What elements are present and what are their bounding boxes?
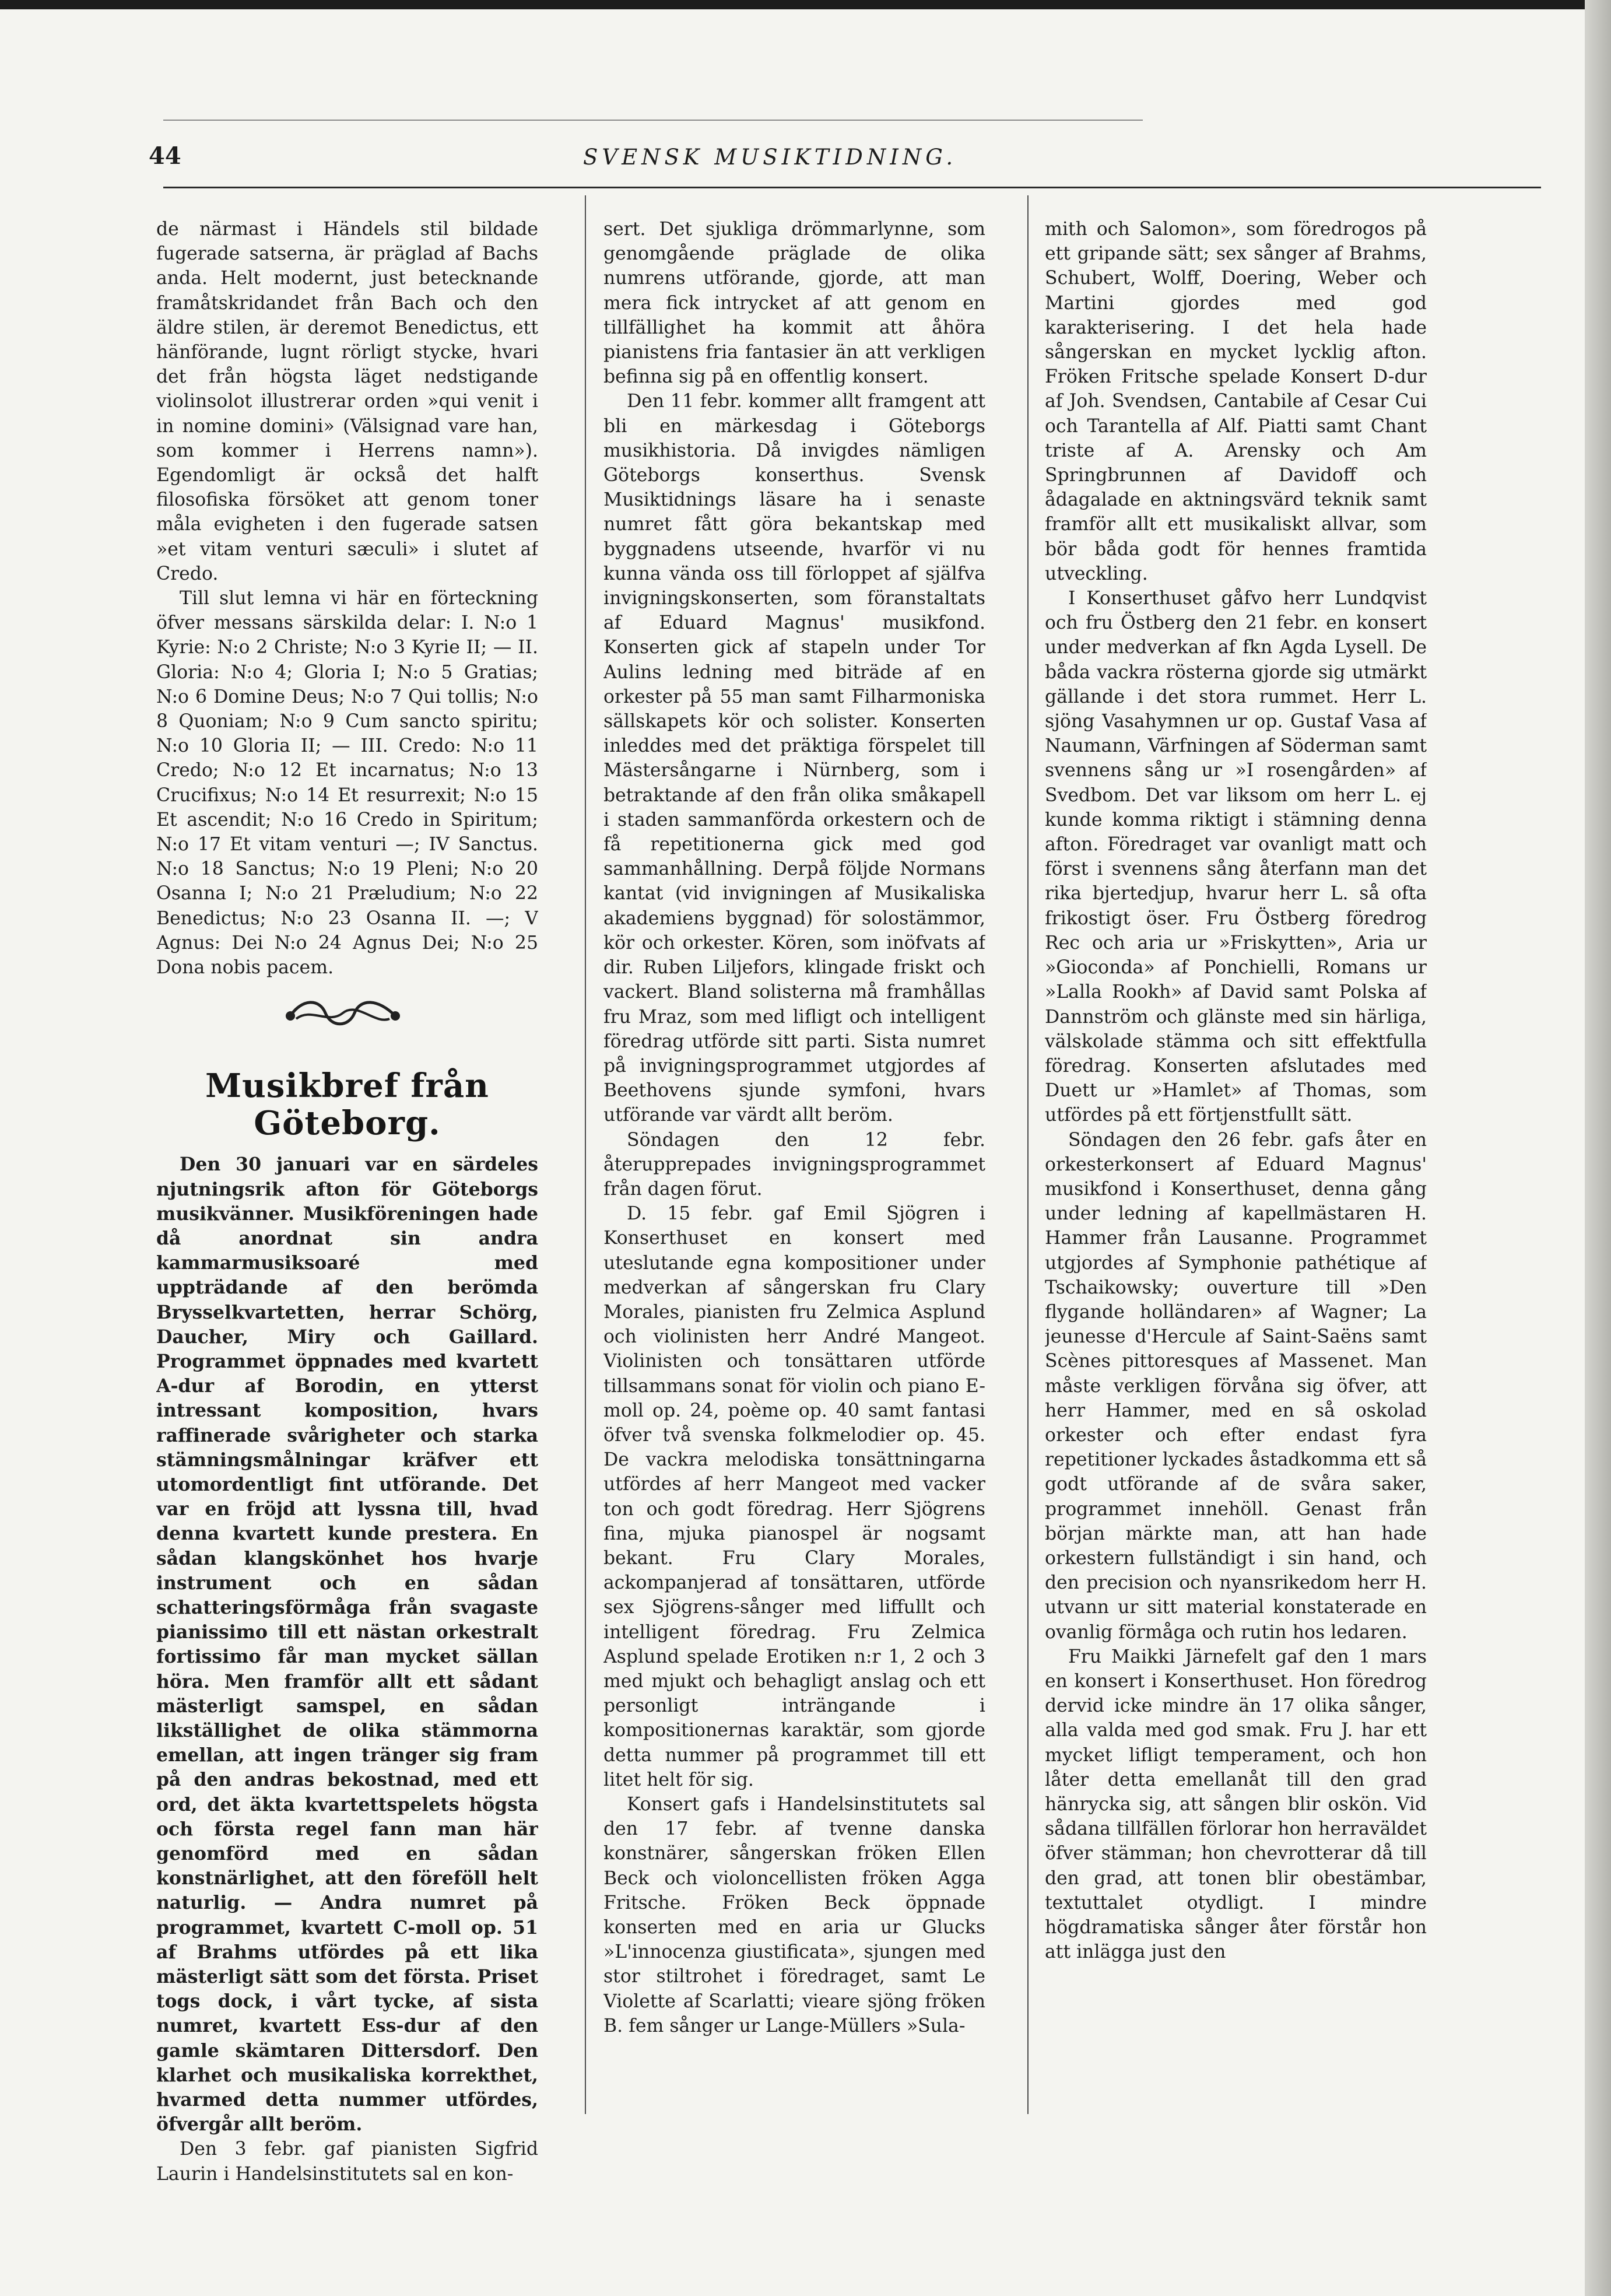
column-divider-2 [1027,195,1029,2114]
paragraph: Den 30 januari var en särdeles njutningsrik afton för Göteborgs musikvänner. Musikföreningen hade då anordnat sin andra kammarmusiksoaré med uppträdande af den berömda Brysselkvartetten, herrar Schörg, Daucher, Miry och Gaillard. Programmet öppnades med kvartett A-dur af Borodin, en ytterst intressant komposition, hvars raffinerade svårigheter och starka stämningsmålningar kräfver ett utomordentligt fint utförande. Det var en fröjd att lyssna till, hvad denna kvartett kunde prestera. En sådan klangskönhet hos hvarje instrument och en sådan schatteringsförmåga från svagaste pianissimo till ett nästan orkestralt fortissimo får man mycket sällan höra. Men framför allt ett sådant mästerligt samspel, en sådan likställighet de olika stämmorna emellan, att ingen tränger sig fram på den andras bekostnad, med ett ord, det äkta kvartettspelets högsta och första regel fann man här genomförd med en sådan konstnärlighet, att den föreföll helt naturlig. — Andra numret på programmet, kvartett C-moll op. 51 af Brahms utfördes på ett lika mästerligt sätt som det första. Priset togs dock, i vårt tycke, af sista numret, kvartett Ess-dur af den gamle skämtaren Dittersdorf. Den klarhet och musikaliska korrekthet, hvarmed detta nummer utfördes, öfvergår allt beröm. [156,1154,538,2136]
paragraph: Söndagen den 26 febr. gafs åter en orkesterkonsert af Eduard Magnus' musikfond i Konserthuset, denna gång under ledning af kapellmästaren H. Hammer från Lausanne. Programmet utgjordes af Symphonie pathétique af Tschaikowsky; ouverture till »Den flygande holländaren» af Wagner; La jeunesse d'Hercule af Saint-Saëns samt Scènes pittoresques af Massenet. Man måste verkligen förvåna sig öfver, att herr Hammer, med en så oskolad orkester och efter endast fyra repetitioner lyckades åstadkomma ett så godt utförande af de svåra saker, programmet innehöll. Genast från början märkte man, att han hade orkestern fullständigt i sin hand, och den precision och nyansrikedom herr H. utvann ur sitt material konstaterade en ovanlig förmåga och rutin hos ledaren. [1045,1129,1427,1643]
paragraph: Den 11 febr. kommer allt framgent att bli en märkesdag i Göteborgs musikhistoria. Då invigdes nämligen Göteborgs konserthus. Svensk Musiktidnings läsare ha i senaste numret fått göra bekantskap med byggnadens utseende, hvarför vi nu kunna vända oss till förloppet af själfva invigningskonserten, som föranstaltats af Eduard Magnus' musikfond. Konserten gick af stapeln under Tor Aulins ledning med biträde af en orkester på 55 man samt Filharmoniska sällskapets kör och solister. Konserten inleddes med det präktiga förspelet till Mästersångarne i Nürnberg, som i betraktande af den från olika småkapell i staden sammanförda orkestern och de få repetitionerna gick med god sammanhållning. Derpå följde Normans kantat (vid invigningen af Musikaliska akademiens byggnad) för solostämmor, kör och orkester. Kören, som inöfvats af dir. Ruben Liljefors, klingade friskt och vackert. Bland solisterna må framhållas fru Mraz, som med lifligt och intelligent föredrag utförde sitt parti. Sista numret på invigningsprogrammet utgjordes af Beethovens sjunde symfoni, hvars utförande var värdt allt beröm. [603,391,985,1126]
paragraph: Söndagen den 12 febr. återupprepades invigningsprogrammet från dagen förut. [603,1129,985,1200]
paragraph: D. 15 febr. gaf Emil Sjögren i Konserthuset en konsert med uteslutande egna kompositioner under medverkan af sångerskan fru Clary Morales, pianisten fru Zelmica Asplund och violinisten herr André Mangeot. Violinisten och tonsättaren utförde tillsammans sonat för violin och piano E-moll op. 24, poème op. 40 samt fantasi öfver två svenska folkmelodier op. 45. De vackra melodiska tonsättningarna utfördes af herr Mangeot med vacker ton och godt föredrag. Herr Sjögrens fina, mjuka pianospel är nogsamt bekant. Fru Clary Morales, ackompanjerad af tonsättaren, utförde sex Sjögrens-sånger med liffullt och intelligent föredrag. Fru Zelmica Asplund spelade Erotiken n:r 1, 2 och 3 med mjukt och behagligt anslag och ett personligt inträngande i kompositionernas karaktär, som gjorde detta nummer på programmet till ett litet helt för sig. [603,1203,985,1790]
paragraph: Fru Maikki Järnefelt gaf den 1 mars en konsert i Konserthuset. Hon föredrog dervid icke mindre än 17 olika sånger, alla valda med god smak. Fru J. har ett mycket lifligt temperament, och hon låter detta emellanåt till den grad hänrycka sig, att sången blir oskön. Vid sådana tillfällen förlorar hon herraväldet öfver stämman; hon chevrotterar då till den grad, att tonen blir obestämbar, textuttalet otydligt. I mindre högdramatiska sånger åter förstår hon att inlägga just den [1045,1646,1427,1963]
article-title: Musikbref från Göteborg. [205,1067,489,1143]
header-rule [163,187,1541,188]
scan-right-edge [1585,0,1611,2296]
column-3 [1045,217,1427,1964]
paragraph: Till slut lemna vi här en förteckning öfver messans särskilda delar: I. N:o 1 Kyrie: N:o 2 Christe; N:o 3 Kyrie II; — II. Gloria: N:o 4; Gloria I; N:o 5 Gratias; N:o 6 Domine Deus; N:o 7 Qui tollis; N:o 8 Quoniam; N:o 9 Cum sancto spiritu; N:o 10 Gloria II; — III. Credo: N:o 11 Credo; N:o 12 Et incarnatus; N:o 13 Crucifixus; N:o 14 Et resurrexit; N:o 15 Et ascendit; N:o 16 Credo in Spiritum; N:o 17 Et vitam venturi —; IV Sanctus. N:o 18 Sanctus; N:o 19 Pleni; N:o 20 Osanna I; N:o 21 Præludium; N:o 22 Benedictus; N:o 23 Osanna II. —; V Agnus: Dei N:o 24 Agnus Dei; N:o 25 Dona nobis pacem. [156,588,538,979]
top-rule [163,120,1143,121]
page-number: 44 [149,142,181,170]
paragraph: sert. Det sjukliga drömmarlynne, som genomgående präglade de olika numrens utförande, gjorde, att man mera fick intrycket af att genom en tillfällighet ha kommit att åhöra pianistens fria fantasier än att verkligen befinna sig på en offentlig konsert. [603,219,985,388]
paragraph: I Konserthuset gåfvo herr Lundqvist och fru Östberg den 21 febr. en konsert under medverkan af fkn Agda Lysell. De båda vackra rösterna gjorde sig utmärkt gällande i det stora rummet. Herr L. sjöng Vasahymnen ur op. Gustaf Vasa af Naumann, Värfningen af Söderman samt svennens sång ur »I rosengården» af Svedbom. Det var liksom om herr L. ej kunde komma riktigt i stämning denna afton. Föredraget var ovanligt matt och först i svennens sång återfann man det rika bjertedjup, hvarur herr L. så ofta frikostigt öser. Fru Östberg föredrog Rec och aria ur »Friskytten», Aria ur »Gioconda» af Ponchielli, Romans ur »Lalla Rookh» af David samt Polska af Dannström och glänste med sin härliga, välskolade stämma och sitt effektfulla föredrag. Konserten afslutades med Duett ur »Hamlet» af Thomas, som utfördes på ett förtjenstfullt sätt. [1045,588,1427,1126]
column-divider-1 [585,195,586,2114]
paragraph: Den 3 febr. gaf pianisten Sigfrid Laurin i Handelsinstitutets sal en kon- [156,2139,538,2185]
column-2 [603,217,985,2038]
ornament-icon [279,993,407,1033]
scan-top-edge [0,0,1611,9]
paragraph: Konsert gafs i Handelsinstitutets sal den 17 febr. af tvenne danska konstnärer, sångerskan fröken Ellen Beck och violoncellisten fröken Agga Fritsche. Fröken Beck öppnade konserten med en aria ur Glucks »L'innocenza giustificata», sjungen med stor stiltrohet i föredraget, samt Le Violette af Scarlatti; vieare sjöng fröken B. fem sånger ur Lange-Müllers »Sula- [603,1794,985,2036]
paragraph: de närmast i Händels stil bildade fugerade satserna, är präglad af Bachs anda. Helt modernt, just betecknande framåtskridandet från Bach och den äldre stilen, är deremot Benedictus, ett hänförande, lugnt rörligt stycke, hvari det från högsta läget nedstigande violinsolot illustrerar orden »qui venit i in nomine domini» (Välsignad vare han, som kommer i Herrens namn»). Egendomligt är också det halft filosofiska försöket att genom toner måla evigheten i den fugerade satsen »et vitam venturi sæculi» i slutet af Credo. [156,219,538,584]
column-1 [156,217,538,2186]
running-head: SVENSK MUSIKTIDNING. [583,145,957,170]
paragraph: mith och Salomon», som föredrogos på ett gripande sätt; sex sånger af Brahms, Schubert, Wolff, Doering, Weber och Martini gjordes med god karakterisering. I det hela hade sångerskan en mycket lycklig afton. Fröken Fritsche spelade Konsert D-dur af Joh. Svendsen, Cantabile af Cesar Cui och Tarantella af Alf. Piatti samt Chant triste af A. Arensky och Am Springbrunnen af Davidoff och ådagalade en aktningsvärd teknik samt framför allt ett musikaliskt allvar, som bör båda godt för hennes framtida utveckling. [1045,219,1427,584]
